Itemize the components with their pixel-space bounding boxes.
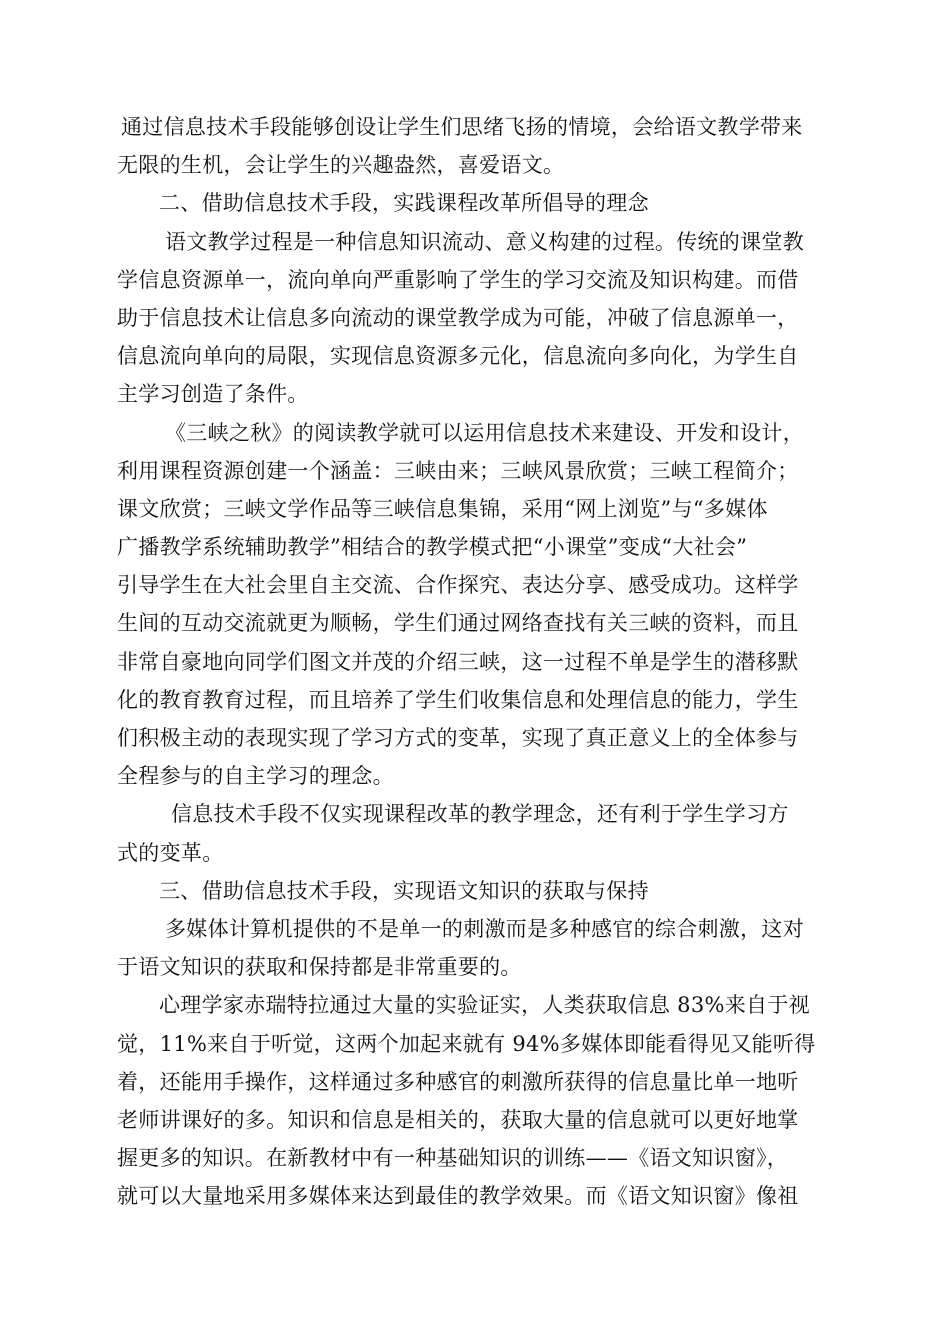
document-body — [117, 108, 837, 1215]
paragraph-line: 课文欣赏；三峡文学作品等三峡信息集锦，采用“网上浏览”与“多媒体 — [117, 496, 768, 521]
paragraph-line: 生间的互动交流就更为顺畅，学生们通过网络查找有关三峡的资料，而且 — [117, 611, 799, 636]
section-heading: 二、借助信息技术手段，实践课程改革所倡导的理念 — [159, 191, 649, 216]
paragraph-line: 多媒体计算机提供的不是单一的刺激而是多种感官的综合刺激，这对 — [165, 916, 804, 941]
section-heading: 三、借助信息技术手段，实现语文知识的获取与保持 — [159, 878, 649, 903]
paragraph-line: 无限的生机，会让学生的兴趣盎然，喜爱语文。 — [117, 153, 565, 178]
paragraph-line: 《三峡之秋》的阅读教学就可以运用信息技术来建设、开发和设计， — [165, 420, 804, 445]
paragraph-line: 利用课程资源创建一个涵盖：三峡由来；三峡风景欣赏；三峡工程简介； — [117, 458, 799, 483]
paragraph-line: 全程参与的自主学习的理念。 — [117, 764, 394, 789]
paragraph-line: 心理学家赤瑞特拉通过大量的实验证实，人类获取信息 83%来自于视 — [159, 993, 810, 1018]
paragraph-line: 着，还能用手操作，这样通过多种感官的刺激所获得的信息量比单一地听 — [117, 1069, 799, 1094]
paragraph-line: 学信息资源单一，流向单向严重影响了学生的学习交流及知识构建。而借 — [117, 267, 799, 292]
paragraph-line: 广播教学系统辅助教学”相结合的教学模式把“小课堂”变成“大社会” — [117, 535, 748, 560]
paragraph-line: 引导学生在大社会里自主交流、合作探究、表达分享、感受成功。这样学 — [117, 573, 799, 598]
paragraph-line: 通过信息技术手段能够创设让学生们思绪飞扬的情境，会给语文教学带来 — [121, 115, 803, 139]
paragraph-line: 主学习创造了条件。 — [117, 382, 309, 407]
paragraph-line: 非常自豪地向同学们图文并茂的介绍三峡，这一过程不单是学生的潜移默 — [117, 649, 799, 674]
paragraph-line: 式的变革。 — [117, 840, 224, 865]
paragraph-line: 老师讲课好的多。知识和信息是相关的，获取大量的信息就可以更好地掌 — [117, 1107, 799, 1132]
paragraph-line: 觉，11%来自于听觉，这两个加起来就有 94%多媒体即能看得见又能听得 — [117, 1031, 816, 1056]
paragraph-line: 助于信息技术让信息多向流动的课堂教学成为可能，冲破了信息源单一， — [117, 305, 799, 330]
paragraph-line: 于语文知识的获取和保持都是非常重要的。 — [117, 955, 522, 980]
paragraph-line: 化的教育教育过程，而且培养了学生们收集信息和处理信息的能力，学生 — [117, 687, 799, 712]
paragraph-line: 握更多的知识。在新教材中有一种基础知识的训练——《语文知识窗》， — [117, 1146, 789, 1171]
paragraph-line: 信息技术手段不仅实现课程改革的教学理念，还有利于学生学习方 — [171, 802, 789, 827]
paragraph-line: 们积极主动的表现实现了学习方式的变革，实现了真正意义上的全体参与 — [117, 726, 799, 750]
paragraph-line: 就可以大量地采用多媒体来达到最佳的教学效果。而《语文知识窗》像祖 — [117, 1184, 799, 1209]
paragraph-line: 信息流向单向的局限，实现信息资源多元化，信息流向多向化，为学生自 — [117, 344, 799, 369]
paragraph-line: 语文教学过程是一种信息知识流动、意义构建的过程。传统的课堂教 — [165, 229, 804, 254]
